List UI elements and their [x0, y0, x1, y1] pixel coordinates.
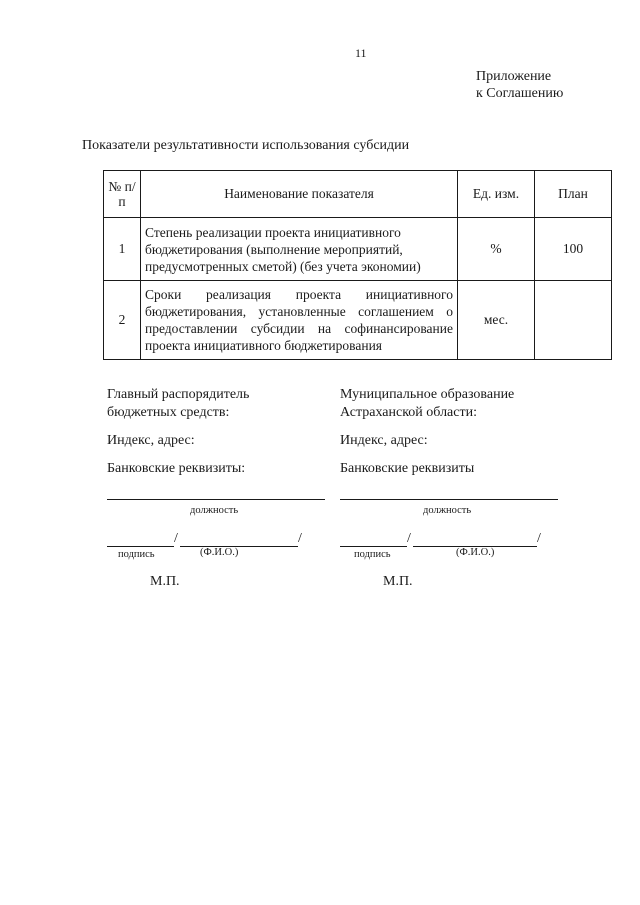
right-end-slash: / [537, 531, 541, 546]
left-party-heading [107, 386, 249, 422]
appendix-line-1: Приложение [476, 69, 552, 84]
document-title: Показатели результативности использования субсидии [82, 138, 410, 153]
left-address: Индекс, адрес: [107, 433, 195, 448]
right-bank-details: Банковские реквизиты [340, 461, 475, 476]
left-signature-line [107, 546, 174, 547]
row-1-unit: % [458, 218, 535, 281]
appendix-line-2: к Соглашению [476, 86, 564, 101]
left-name-line [180, 546, 298, 547]
left-signature-label: подпись [118, 549, 155, 560]
right-address: Индекс, адрес: [340, 433, 428, 448]
right-stamp-place: М.П. [383, 574, 413, 589]
header-plan: План [535, 171, 612, 218]
row-2-num: 2 [104, 281, 141, 360]
right-position-line [340, 499, 558, 500]
right-heading-line-2: Астраханской области: [340, 405, 477, 420]
row-1-name: Степень реализации проекта инициативного бюджетирования (выполнение мероприятий, предусмотренных сметой) (без учета экономии) [141, 218, 458, 281]
left-name-label: (Ф.И.О.) [200, 547, 239, 558]
left-heading-line-2: бюджетных средств: [107, 405, 230, 420]
appendix-note [476, 68, 563, 102]
right-heading-line-1: Муниципальное образование [340, 387, 515, 402]
left-position-line [107, 499, 325, 500]
right-signature-line [340, 546, 407, 547]
row-2-unit: мес. [458, 281, 535, 360]
row-2-name: Сроки реализация проекта инициативного бюджетирования, установленные соглашением о предоставлении субсидии на софинансирование проекта инициативного бюджетирования [141, 281, 458, 360]
indicators-table [103, 170, 612, 360]
left-end-slash: / [298, 531, 302, 546]
left-position-label: должность [190, 505, 239, 516]
right-position-label: должность [423, 505, 472, 516]
row-1-num: 1 [104, 218, 141, 281]
row-2-plan [535, 281, 612, 360]
page-number: 11 [355, 46, 367, 60]
header-name: Наименование показателя [141, 171, 458, 218]
left-separator-slash: / [174, 531, 178, 546]
table-row [104, 218, 612, 281]
header-num: № п/п [104, 171, 141, 218]
row-1-plan: 100 [535, 218, 612, 281]
table-header-row [104, 171, 612, 218]
right-separator-slash: / [407, 531, 411, 546]
right-name-label: (Ф.И.О.) [456, 547, 495, 558]
left-bank-details: Банковские реквизиты: [107, 461, 246, 476]
left-heading-line-1: Главный распорядитель [107, 387, 250, 402]
right-signature-label: подпись [354, 549, 391, 560]
left-stamp-place: М.П. [150, 574, 180, 589]
table-row [104, 281, 612, 360]
header-unit: Ед. изм. [458, 171, 535, 218]
right-party-heading [340, 386, 514, 422]
